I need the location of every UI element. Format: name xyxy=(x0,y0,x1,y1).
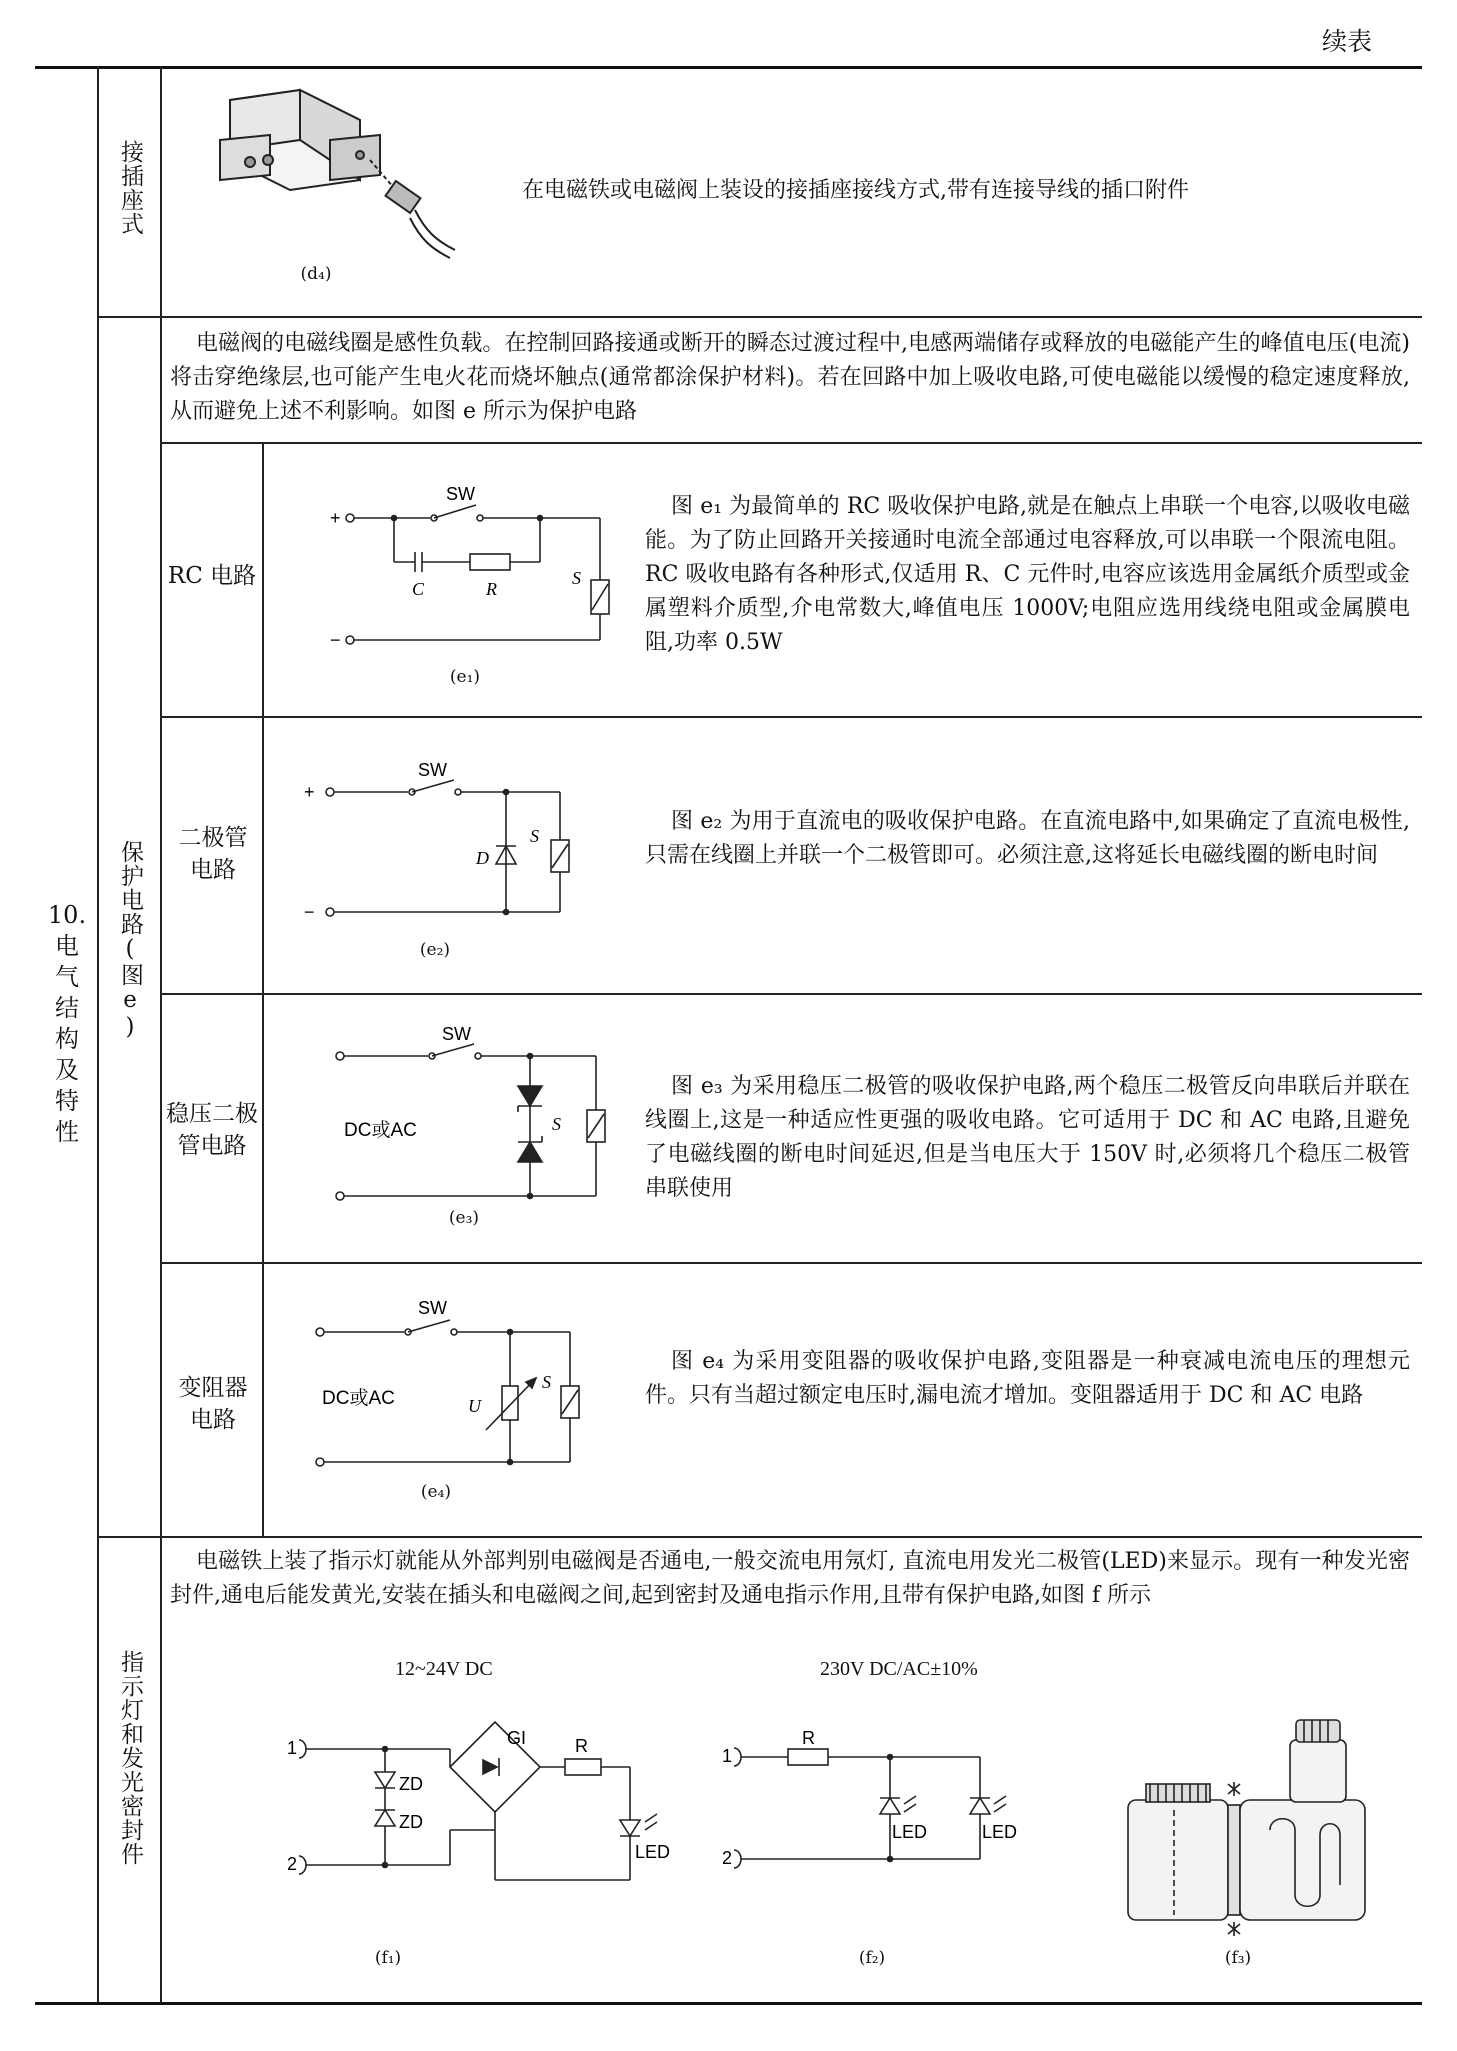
f1-caption: (f₁) xyxy=(374,1948,402,1968)
f1-gi-label: GI xyxy=(507,1728,527,1748)
f2-led-circuit-diagram xyxy=(720,1728,1040,1888)
diode-minus-label: − xyxy=(304,902,315,922)
zener-s-label: S xyxy=(552,1114,561,1134)
diode-caption: (e₂) xyxy=(419,940,451,960)
f1-zd-label-2: ZD xyxy=(399,1812,423,1832)
varistor-sw-label: SW xyxy=(418,1298,447,1318)
indicator-intro: 电磁铁上装了指示灯就能从外部判别电磁阀是否通电,一般交流电用氖灯, 直流电用发光二极管(LED)来显示。现有一种发光密封件,通电后能发黄光,安装在插头和电磁阀之间,起到密封及通电指示作用,且带有保护电路,如图 f 所示 xyxy=(170,1549,1410,1608)
column-divider-2 xyxy=(160,66,162,2002)
zener-label: 稳压二极管电路 xyxy=(166,1101,258,1159)
section-title-char: 特 xyxy=(55,1087,79,1115)
zener-caption: (e₃) xyxy=(448,1208,480,1228)
table-bottom-border xyxy=(35,2002,1422,2005)
varistor-label: 变阻器电路 xyxy=(178,1375,248,1433)
row-name-indicator: 指示灯和发光密封件 xyxy=(117,1650,143,1866)
f1-title: 12~24V DC xyxy=(395,1658,493,1680)
rc-label: RC 电路 xyxy=(167,563,257,589)
zener-description: 图 e₃ 为采用稳压二极管的吸收保护电路,两个稳压二极管反向串联后并联在线圈上,这是一种适应性更强的吸收电路。它可适用于 DC 和 AC 电路,且避免了电磁线圈的断电时间延迟,但是当电压大于 150V 时,必须将几个稳压二极管串联使用 xyxy=(645,1074,1410,1201)
section-title-char: 气 xyxy=(55,963,79,991)
section-title-char: 构 xyxy=(55,1025,79,1053)
f1-led-circuit-diagram xyxy=(285,1730,685,1920)
diode-circuit-diagram xyxy=(290,752,590,942)
continued-label: 续表 xyxy=(1321,27,1372,56)
diode-description: 图 e₂ 为用于直流电的吸收保护电路。在直流电路中,如果确定了直流电极性,只需在线圈上并联一个二极管即可。必须注意,这将延长电磁线圈的断电时间 xyxy=(645,809,1410,868)
varistor-circuit-diagram xyxy=(300,1290,590,1490)
plug-description: 在电磁铁或电磁阀上装设的接插座接线方式,带有连接导线的插口附件 xyxy=(522,178,1189,203)
section-title-char: 电 xyxy=(55,932,79,960)
row-divider-e1 xyxy=(160,716,1422,718)
row-divider-e4 xyxy=(97,1536,1422,1538)
f2-led-label-1: LED xyxy=(892,1822,928,1842)
f2-title: 230V DC/AC±10% xyxy=(820,1658,978,1680)
table-top-border xyxy=(35,66,1422,69)
row-divider-e2 xyxy=(160,993,1422,995)
zener-sw-label: SW xyxy=(442,1024,471,1044)
varistor-caption: (e₄) xyxy=(420,1482,452,1502)
plug-caption: (d₄) xyxy=(300,264,332,284)
section-title-char: 及 xyxy=(55,1056,79,1084)
row-divider-e3 xyxy=(160,1262,1422,1264)
varistor-dcac-label: DC或AC xyxy=(322,1388,395,1409)
diode-label: 二极管电路 xyxy=(178,825,248,883)
f2-led-label-2: LED xyxy=(982,1822,1018,1842)
section-title-char: 结 xyxy=(55,994,79,1022)
f2-terminal-1: 1 xyxy=(722,1746,733,1766)
rc-plus-label: + xyxy=(330,508,341,528)
rc-c-label: C xyxy=(412,579,425,599)
diode-sw-label: SW xyxy=(418,760,447,780)
varistor-u-label: U xyxy=(468,1396,481,1416)
diode-s-label: S xyxy=(530,826,539,846)
f3-led-seal-illustration xyxy=(1120,1710,1370,1940)
row-name-protect: 保护电路(图e) xyxy=(117,840,143,1041)
zener-dcac-label: DC或AC xyxy=(344,1120,417,1141)
rc-minus-label: − xyxy=(330,630,341,650)
varistor-s-label: S xyxy=(542,1372,551,1392)
zener-circuit-diagram xyxy=(320,1018,620,1218)
rc-caption: (e₁) xyxy=(449,667,481,687)
section-number: 10. xyxy=(47,901,87,929)
varistor-description: 图 e₄ 为采用变阻器的吸收保护电路,变阻器是一种衰减电流电压的理想元件。只有当超过额定电压时,漏电流才增加。变阻器适用于 DC 和 AC 电路 xyxy=(645,1349,1410,1408)
section-title-char: 性 xyxy=(55,1118,79,1146)
f1-terminal-1: 1 xyxy=(287,1738,298,1758)
f2-caption: (f₂) xyxy=(858,1948,886,1968)
row-name-plug: 接插座式 xyxy=(117,140,143,236)
rc-description: 图 e₁ 为最简单的 RC 吸收保护电路,就是在触点上串联一个电容,以吸收电磁能。为了防止回路开关接通时电流全部通过电容释放,可以串联一个限流电阻。RC 吸收电路有各种形式,仅适用 R、C 元件时,电容应该选用金属纸介质型或金属塑料介质型,介电常数大,峰值电压 1000V;电阻应选用线绕电阻或金属膜电阻,功率 0.5W xyxy=(645,494,1410,655)
protect-intro: 电磁阀的电磁线圈是感性负载。在控制回路接通或断开的瞬态过渡过程中,电感两端储存或释放的电磁能产生的峰值电压(电流)将击穿绝缘层,也可能产生电火花而烧坏触点(通常都涂保护材料)。若在回路中加上吸收电路,可使电磁能以缓慢的稳定速度释放,从而避免上述不利影响。如图 e 所示为保护电路 xyxy=(170,331,1410,424)
f2-r-label: R xyxy=(802,1728,815,1748)
rc-s-label: S xyxy=(572,568,581,588)
rc-circuit-diagram xyxy=(310,470,630,670)
section-title xyxy=(42,931,92,1148)
row-divider-intro xyxy=(160,442,1422,444)
f3-caption: (f₃) xyxy=(1224,1948,1252,1968)
diode-plus-label: + xyxy=(304,782,315,802)
f1-terminal-2: 2 xyxy=(287,1854,298,1874)
plug-connector-illustration xyxy=(210,80,460,260)
f1-led-label: LED xyxy=(635,1842,671,1862)
column-divider-1 xyxy=(97,66,99,2002)
section-label xyxy=(42,900,92,1148)
f1-r-label: R xyxy=(575,1736,588,1756)
row-divider-plug xyxy=(97,316,1422,318)
rc-sw-label: SW xyxy=(446,484,475,504)
f2-terminal-2: 2 xyxy=(722,1848,733,1868)
diode-d-label: D xyxy=(476,848,489,868)
column-divider-3 xyxy=(262,442,264,1536)
rc-r-label: R xyxy=(486,579,497,599)
f1-zd-label-1: ZD xyxy=(399,1774,423,1794)
